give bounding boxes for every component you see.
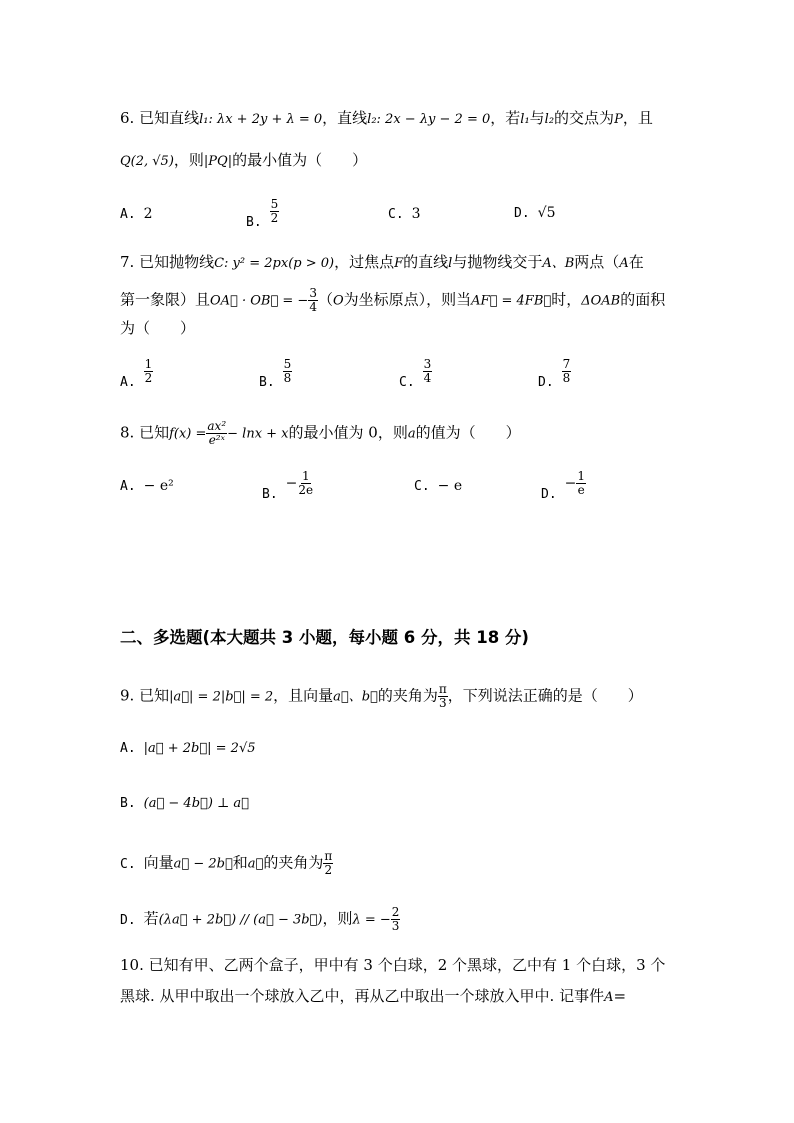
- option-text: ，则: [322, 909, 353, 928]
- option-label: A.: [120, 741, 136, 756]
- option-label: D.: [120, 912, 136, 928]
- q8-text: 8. 已知: [120, 423, 170, 442]
- option-value: |a⃗ + 2b⃗| = 2√5: [143, 741, 256, 756]
- q7-line1: [120, 252, 644, 274]
- q6-point-p: P: [614, 112, 623, 127]
- q8-variable-a: a: [407, 426, 416, 442]
- q9-angle-fraction: [438, 683, 448, 710]
- option-sign: −: [285, 475, 298, 492]
- fraction-denominator: 2: [324, 863, 333, 877]
- option-label: A.: [120, 207, 136, 222]
- fraction-denominator: 4: [423, 371, 432, 385]
- q6-text: ，则: [173, 151, 204, 169]
- q6-text: ，若: [490, 109, 521, 127]
- q6-line-l2-equation: l₂: 2x − λy − 2 = 0: [367, 112, 491, 127]
- q6-text: ，直线: [322, 109, 368, 127]
- q7-option-c[interactable]: [399, 358, 432, 390]
- q6-text: 的交点为: [554, 109, 615, 127]
- option-label: C.: [388, 207, 404, 222]
- q7-line2: [120, 287, 665, 314]
- option-sign: −: [564, 475, 577, 492]
- option-text: 若: [143, 909, 159, 928]
- q6-point-q: Q(2, √5): [120, 154, 174, 169]
- q7-parabola-equation: C: y² = 2px(p > 0): [214, 256, 335, 271]
- option-label: C.: [414, 479, 430, 494]
- option-value: 2: [143, 206, 153, 222]
- q9-option-a[interactable]: [120, 737, 256, 759]
- q10-event-a: A: [604, 990, 614, 1005]
- q10-text: =: [613, 987, 627, 1005]
- option-label: B.: [246, 214, 262, 230]
- fraction-numerator: 1: [301, 469, 310, 483]
- q7-point-a: A: [619, 256, 629, 271]
- q7-fraction: [308, 287, 318, 314]
- q7-text: 在: [628, 253, 644, 271]
- q10-line1: [120, 955, 665, 975]
- q8-text: 的值为（ ）: [415, 423, 521, 442]
- fraction-numerator: 3: [309, 286, 317, 300]
- option-label: A.: [120, 374, 136, 390]
- q7-option-b[interactable]: [259, 358, 292, 390]
- fraction-numerator: 5: [270, 197, 279, 211]
- q6-text: 6. 已知直线: [120, 109, 200, 127]
- fraction-denominator: 8: [562, 371, 571, 385]
- option-fraction: [297, 470, 314, 497]
- fraction-denominator: 3: [439, 696, 447, 710]
- q7-text: 的直线: [403, 253, 449, 271]
- q6-option-b[interactable]: [246, 198, 279, 230]
- option-vector: a⃗ − 2b⃗: [173, 856, 233, 872]
- q7-text: 为坐标原点），则当: [343, 290, 472, 309]
- q9-line1: [120, 683, 643, 710]
- fraction-denominator: 3: [391, 919, 400, 933]
- q6-l2-symbol: l₂: [544, 112, 555, 127]
- fraction-numerator: 1: [144, 357, 153, 371]
- q8-fraction: [206, 420, 227, 447]
- option-vector: a⃗: [247, 856, 264, 872]
- option-label: C.: [120, 856, 136, 872]
- option-expression: (λa⃗ + 2b⃗) // (a⃗ − 3b⃗): [158, 912, 323, 928]
- q7-dot-product: OA⃗ · OB⃗ = −: [210, 293, 309, 309]
- q7-text: ，过焦点: [334, 253, 395, 271]
- q7-text: （: [317, 290, 333, 309]
- option-label: B.: [259, 374, 275, 390]
- option-value: 3: [411, 206, 421, 222]
- option-lambda: λ = −: [352, 912, 391, 928]
- q10-text: 黑球. 从甲中取出一个球放入乙中，再从乙中取出一个球放入甲中. 记事件: [120, 987, 605, 1005]
- fraction-numerator: 2: [391, 905, 400, 919]
- q9-vectors: a⃗、b⃗: [333, 689, 378, 705]
- q6-text: 与: [529, 109, 545, 127]
- q7-text: 两点（: [574, 253, 620, 271]
- q9-option-b[interactable]: [120, 792, 249, 814]
- fraction-numerator: 7: [562, 357, 571, 371]
- option-label: D.: [514, 206, 530, 221]
- fraction-numerator: 5: [283, 357, 292, 371]
- q7-text: 为（ ）: [120, 319, 196, 337]
- fraction-denominator: e²ˣ: [208, 433, 225, 447]
- q6-line1: [120, 108, 653, 130]
- q7-triangle: ΔOAB: [581, 293, 621, 309]
- option-fraction: [576, 470, 586, 497]
- q7-origin-o: O: [332, 293, 344, 309]
- option-label: B.: [262, 486, 278, 502]
- q8-option-b[interactable]: [262, 470, 314, 502]
- q6-text: ，且: [622, 109, 653, 127]
- q9-text: ，下列说法正确的是（ ）: [447, 686, 643, 705]
- q7-vector-relation: AF⃗ = 4FB⃗: [471, 293, 552, 309]
- q9-text: 的夹角为: [377, 686, 438, 705]
- fraction-numerator: 1: [577, 469, 586, 483]
- q6-distance-pq: |PQ|: [203, 154, 233, 169]
- fraction-denominator: 8: [283, 371, 292, 385]
- q7-points-ab: A、B: [542, 256, 575, 271]
- option-fraction: [144, 358, 154, 385]
- fraction-denominator: e: [577, 483, 585, 497]
- q9-text: ，且向量: [273, 686, 334, 705]
- option-fraction: [270, 198, 280, 225]
- fraction-denominator: 2: [144, 371, 153, 385]
- q10-text: 10. 已知有甲、乙两个盒子，甲中有 3 个白球，2 个黑球，乙中有 1 个白球，3 个: [120, 956, 666, 974]
- fraction-denominator: 2: [270, 211, 279, 225]
- q9-option-d[interactable]: [120, 906, 400, 933]
- q7-text: 7. 已知抛物线: [120, 253, 215, 271]
- option-fraction: [391, 906, 401, 933]
- q8-option-c[interactable]: [414, 478, 462, 494]
- option-text: 和: [232, 853, 248, 872]
- q7-text: 第一象限）且: [120, 290, 211, 309]
- fraction-numerator: ax²: [207, 419, 227, 433]
- q6-option-d[interactable]: [514, 205, 555, 221]
- q6-l1-symbol: l₁: [520, 112, 530, 127]
- q6-line2: [120, 150, 367, 172]
- option-label: C.: [399, 374, 415, 390]
- q8-option-a[interactable]: [120, 478, 174, 494]
- q7-line3: [120, 318, 195, 338]
- q6-option-a[interactable]: [120, 206, 153, 222]
- q7-option-a[interactable]: [120, 358, 153, 390]
- q7-text: 的面积: [620, 290, 666, 309]
- option-label: D.: [538, 374, 554, 390]
- q6-option-c[interactable]: [388, 206, 421, 222]
- q7-text: 时，: [551, 290, 582, 309]
- option-value: (a⃗ − 4b⃗) ⊥ a⃗: [143, 796, 249, 811]
- q8-function-lhs: f(x) =: [169, 426, 207, 442]
- q9-condition: |a⃗| = 2|b⃗| = 2: [169, 689, 274, 705]
- fraction-numerator: π: [324, 849, 333, 863]
- fraction-denominator: 4: [309, 300, 317, 314]
- option-label: D.: [541, 486, 557, 502]
- q9-option-c[interactable]: [120, 850, 333, 877]
- option-fraction: [423, 358, 433, 385]
- q6-text: 的最小值为（ ）: [232, 151, 368, 169]
- fraction-numerator: π: [438, 682, 447, 696]
- option-fraction: [323, 850, 333, 877]
- q8-line1: [120, 420, 521, 447]
- section-heading-multiple-choice: 二、多选题(本大题共 3 小题，每小题 6 分，共 18 分): [120, 628, 529, 647]
- option-value: − e: [437, 478, 463, 494]
- option-fraction: [283, 358, 293, 385]
- q6-line-l1-equation: l₁: λx + 2y + λ = 0: [199, 112, 323, 127]
- q8-function-rest: − lnx + x: [227, 426, 289, 442]
- q7-line-l: l: [448, 256, 453, 271]
- q8-text: 的最小值为 0，则: [288, 423, 408, 442]
- option-text: 向量: [143, 853, 174, 872]
- q7-focus-f: F: [394, 256, 404, 271]
- option-value: − e²: [143, 478, 174, 494]
- q9-text: 9. 已知: [120, 686, 170, 705]
- option-value: √5: [537, 205, 556, 221]
- q10-line2: [120, 986, 626, 1008]
- option-label: B.: [120, 796, 136, 811]
- q7-option-d[interactable]: [538, 358, 571, 390]
- option-label: A.: [120, 479, 136, 494]
- q8-option-d[interactable]: [541, 470, 586, 502]
- q7-text: 与抛物线交于: [452, 253, 543, 271]
- option-fraction: [562, 358, 572, 385]
- fraction-denominator: 2e: [298, 483, 314, 497]
- option-text: 的夹角为: [263, 853, 324, 872]
- fraction-numerator: 3: [423, 357, 432, 371]
